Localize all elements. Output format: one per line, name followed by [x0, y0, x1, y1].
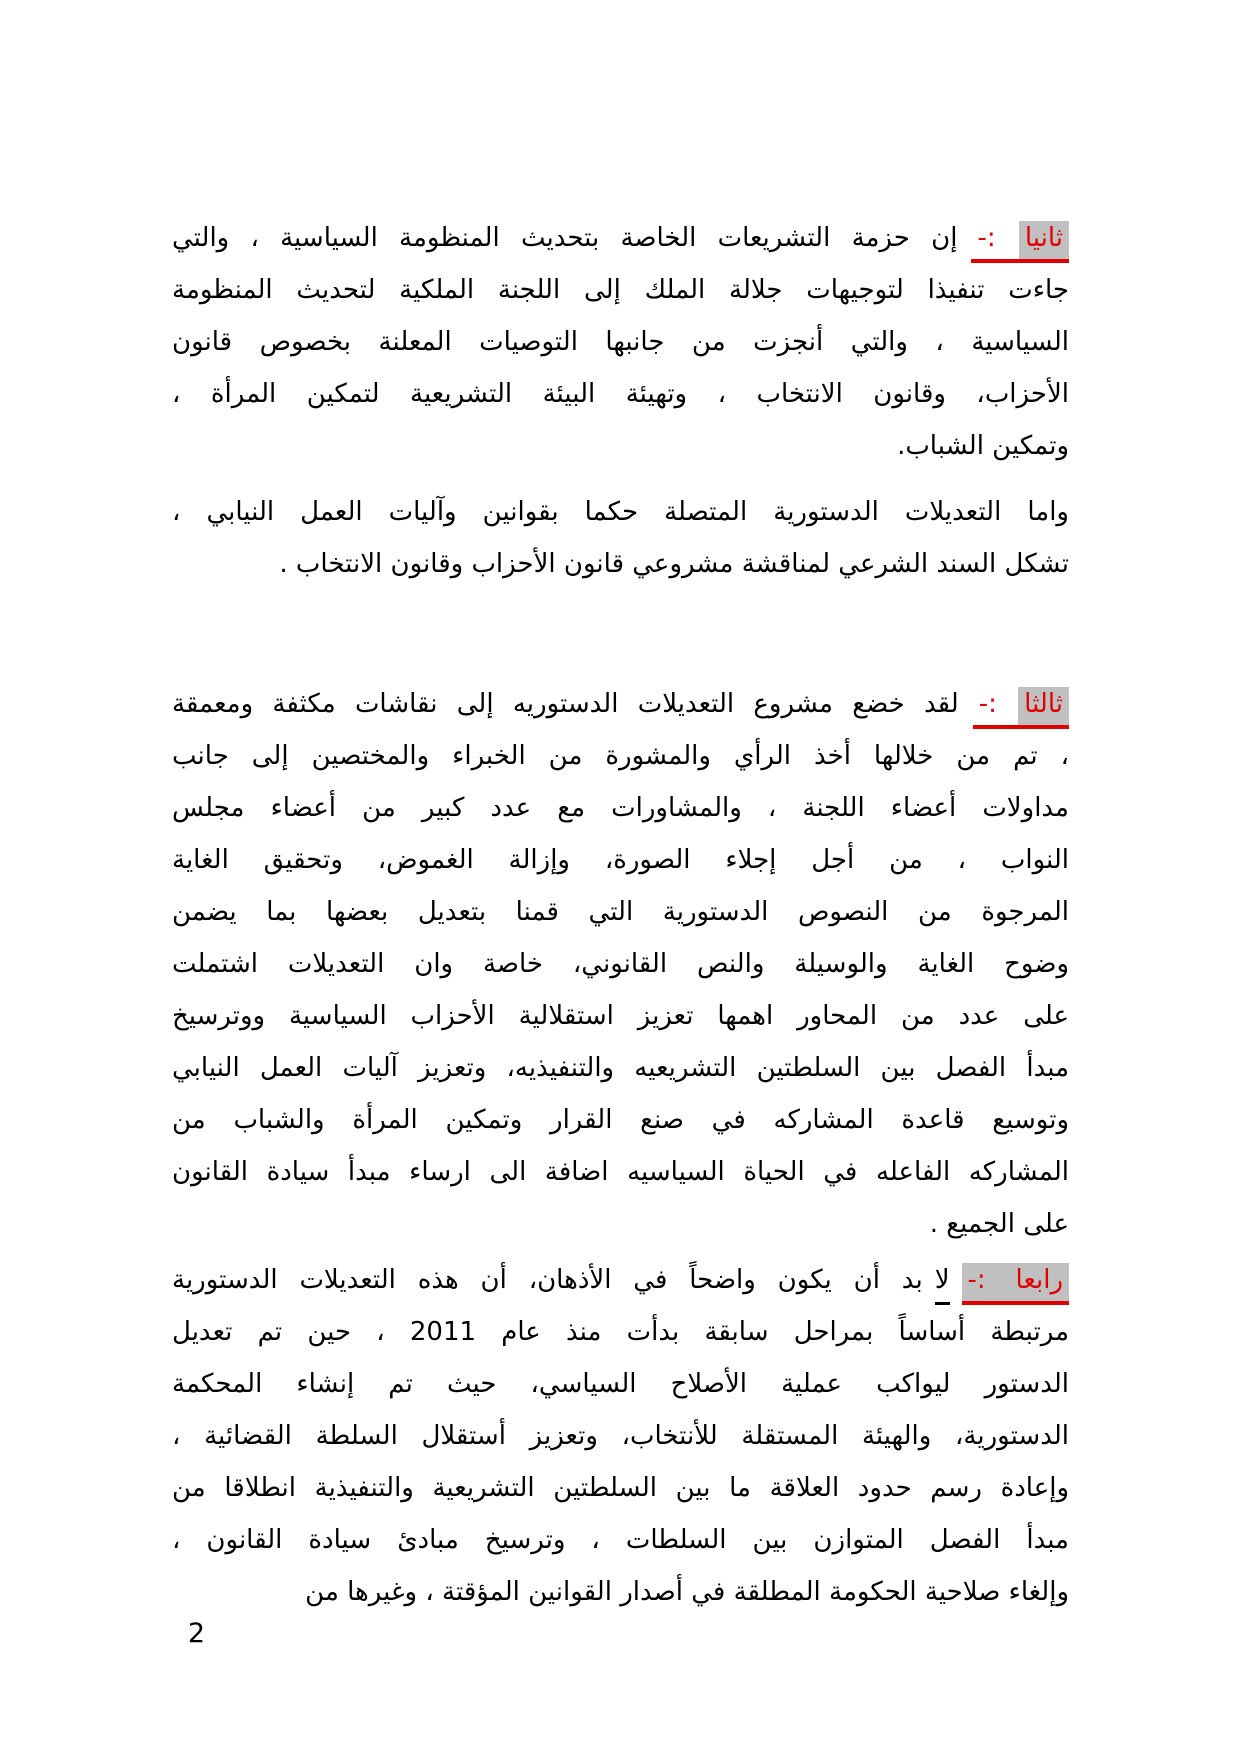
text-line: النواب ، من أجل إجلاء الصورة، وإزالة الغموض، وتحقيق الغاية: [172, 845, 1069, 875]
lead-marker: ثالثا: [1018, 687, 1069, 729]
text-line: على عدد من المحاور اهمها تعزيز استقلالية الأحزاب السياسية ووترسيخ: [172, 1001, 1069, 1031]
text-line: مبدأ الفصل بين السلطتين التشريعيه والتنفيذيه، وتعزيز آليات العمل النيابي: [172, 1053, 1069, 1083]
line-text: إن حزمة التشريعات الخاصة بتحديث المنظومة السياسية ، والتي: [172, 223, 958, 253]
text-line: على الجميع .: [929, 1209, 1069, 1239]
text-line: الدستور ليواكب عملية الأصلاح السياسي، حيث تم إنشاء المحكمة: [172, 1369, 1069, 1399]
lead-suffix: :-: [971, 221, 1018, 263]
text-line: وضوح الغاية والوسيلة والنص القانوني، خاصة وان التعديلات اشتملت: [172, 949, 1069, 979]
text-line: [172, 212, 1069, 264]
lead-marker: ثانيا: [1019, 221, 1069, 263]
lead-suffix: :-: [973, 687, 1018, 729]
line-text: لقد خضع مشروع التعديلات الدستوريه إلى نقاشات مكثفة ومعمقة: [172, 689, 959, 719]
text-line: [172, 1254, 1069, 1306]
text-line: [172, 678, 1069, 730]
paragraph: [172, 1254, 1069, 1618]
text-line: مرتبطة أساساً بمراحل سابقة بدأت منذ عام 2011 ، حين تم تعديل: [172, 1317, 1069, 1347]
text-line: وتمكين الشباب.: [897, 431, 1069, 461]
text-line: جاءت تنفيذا لتوجيهات جلالة الملك إلى اللجنة الملكية لتحديث المنظومة: [172, 275, 1069, 305]
text-line: مداولات أعضاء اللجنة ، والمشاورات مع عدد كبير من أعضاء مجلس: [172, 793, 1069, 823]
text-line: وتوسيع قاعدة المشاركه في صنع القرار وتمكين المرأة والشباب من: [172, 1105, 1069, 1135]
text-line: المشاركه الفاعله في الحياة السياسيه اضافة الى ارساء مبدأ سيادة القانون: [172, 1157, 1069, 1187]
text-line: وإلغاء صلاحية الحكومة المطلقة في أصدار القوانين المؤقتة ، وغيرها من: [305, 1577, 1069, 1607]
paragraph: [172, 678, 1069, 1250]
text-content: [172, 212, 1069, 1618]
line-text: بد أن يكون واضحاً في الأذهان، أن هذه التعديلات الدستورية: [172, 1265, 923, 1295]
lead-suffix: :-: [962, 1263, 1010, 1305]
underlined-word: لا: [935, 1265, 950, 1305]
text-line: واما التعديلات الدستورية المتصلة حكما بقوانين وآليات العمل النيابي ،: [172, 497, 1069, 527]
paragraph: [172, 486, 1069, 590]
page-number: 2: [187, 1618, 205, 1649]
lead-marker: رابعا: [1010, 1263, 1069, 1305]
text-line: الأحزاب، وقانون الانتخاب ، وتهيئة البيئة التشريعية لتمكين المرأة ،: [172, 379, 1069, 409]
paragraph: [172, 212, 1069, 472]
text-line: السياسية ، والتي أنجزت من جانبها التوصيات المعلنة بخصوص قانون: [172, 327, 1069, 357]
text-line: وإعادة رسم حدود العلاقة ما بين السلطتين التشريعية والتنفيذية انطلاقا من: [172, 1473, 1069, 1503]
text-line: الدستورية، والهيئة المستقلة للأنتخاب، وتعزيز أستقلال السلطة القضائية ،: [172, 1421, 1069, 1451]
text-line: المرجوة من النصوص الدستورية التي قمنا بتعديل بعضها بما يضمن: [172, 897, 1069, 927]
text-line: مبدأ الفصل المتوازن بين السلطات ، وترسيخ مبادئ سيادة القانون ،: [172, 1525, 1069, 1555]
text-line: تشكل السند الشرعي لمناقشة مشروعي قانون الأحزاب وقانون الانتخاب .: [279, 549, 1069, 579]
text-line: ، تم من خلالها أخذ الرأي والمشورة من الخبراء والمختصين إلى جانب: [172, 741, 1069, 771]
